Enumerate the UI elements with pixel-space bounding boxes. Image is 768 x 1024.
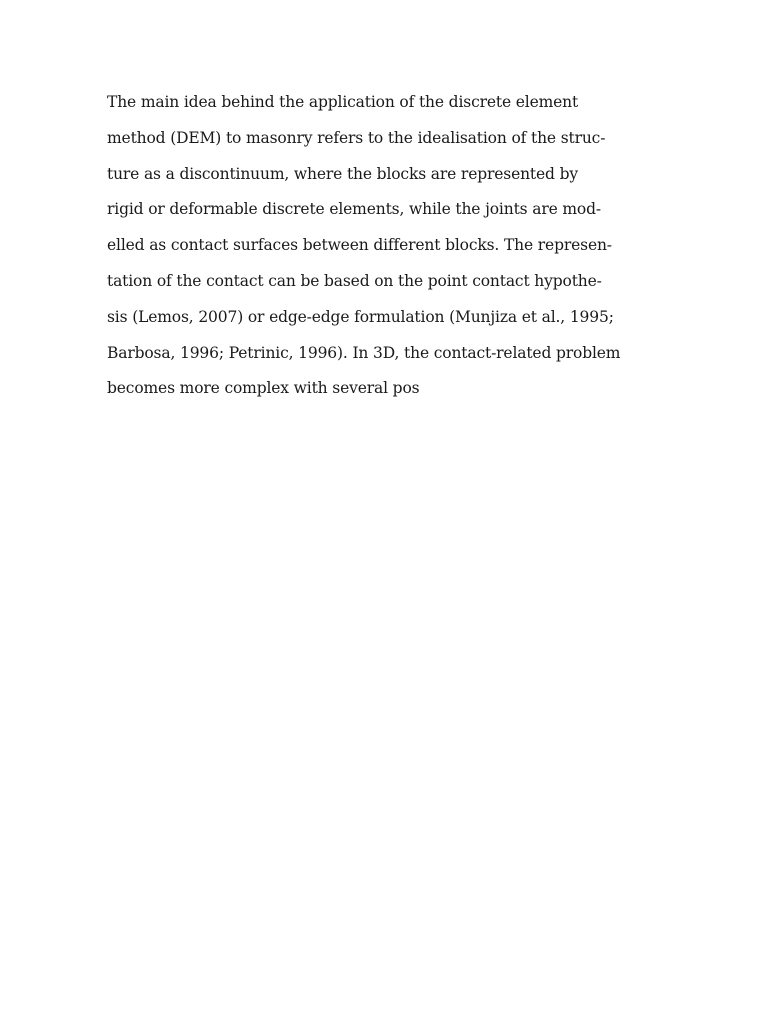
body-paragraph: [107, 86, 647, 408]
text-line-8: Barbosa, 1996; Petrinic, 1996). In 3D, the contact-related problem: [107, 343, 621, 362]
text-line-4: rigid or deformable discrete elements, while the joints are mod-: [107, 200, 601, 219]
text-line-7: sis (Lemos, 2007) or edge-edge formulation (Munjiza et al., 1995;: [107, 307, 614, 326]
text-line-3: ture as a discontinuum, where the blocks are represented by: [107, 164, 578, 183]
text-line-9: becomes more complex with several pos: [107, 379, 420, 398]
text-line-1: The main idea behind the application of the discrete element: [107, 93, 579, 111]
text-line-2: method (DEM) to masonry refers to the idealisation of the struc-: [107, 128, 606, 147]
text-line-5: elled as contact surfaces between different blocks. The represen-: [107, 236, 612, 255]
text-line-6: tation of the contact can be based on the point contact hypothe-: [107, 271, 602, 290]
